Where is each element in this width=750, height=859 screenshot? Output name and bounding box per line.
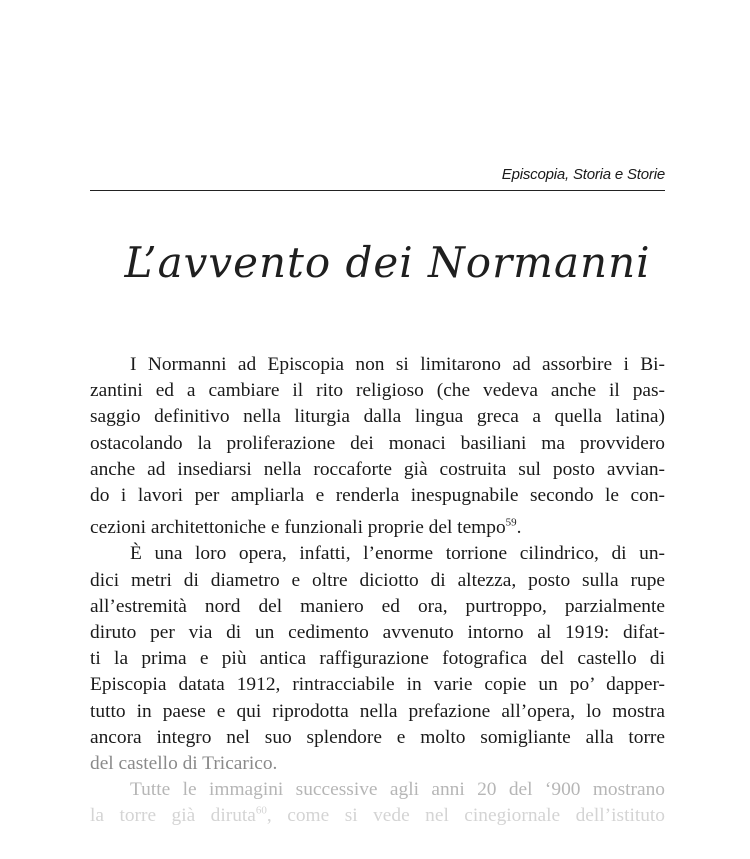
text-line: È una loro opera, infatti, l’enorme torrione cilindrico, di un- [130,543,665,565]
paragraph-1 [90,352,665,541]
text-line: saggio definitivo nella liturgia dalla lingua greca a quella latina) [90,406,665,428]
text-line: anche ad insediarsi nella roccaforte già costruita sul posto avvian- [90,458,665,480]
chapter-title: L’avvento dei Normanni [124,238,651,287]
text-line: del castello di Tricarico. [90,753,278,775]
text-line: tutto in paese e qui riprodotta nella prefazione all’opera, lo mostra [90,700,665,722]
text-line [90,803,665,829]
text-segment: , come si vede nel cinegiornale dell’istituto [266,805,665,827]
text-segment: cezioni architettoniche e funzionali proprie del tempo [90,517,506,539]
body-text [90,352,665,830]
text-line: Episcopia datata 1912, rintracciabile in varie copie un po’ dapper- [90,674,665,696]
text-line: ti la prima e più antica raffigurazione fotografica del castello di [90,648,665,670]
text-line: zantini ed a cambiare il rito religioso (che vedeva anche il pas- [90,380,665,402]
footnote-ref-60[interactable]: 60 [255,804,267,817]
text-line: ostacolando la proliferazione dei monaci basiliani ma provvidero [90,432,665,454]
text-line: diruto per via di un cedimento avvenuto intorno al 1919: difat- [90,622,665,644]
text-line: all’estremità nord del maniero ed ora, purtroppo, parzialmente [90,595,665,617]
text-line: Tutte le immagini successive agli anni 20 del ‘900 mostrano [130,779,665,801]
text-segment: la torre già diruta [90,805,256,827]
paragraph-2 [90,541,665,777]
text-line: do i lavori per ampliarla e renderla inespugnabile secondo le con- [90,485,665,507]
text-line: I Normanni ad Episcopia non si limitarono ad assorbire i Bi- [130,354,665,375]
footnote-ref-59[interactable]: 59 [505,516,517,529]
text-line: dici metri di diametro e oltre diciotto di altezza, posto sulla rupe [90,569,665,591]
paragraph-3 [90,777,665,829]
header-rule [90,190,665,191]
text-line: ancora integro nel suo splendore e molto somigliante alla torre [90,726,665,748]
running-header: Episcopia, Storia e Storie [501,166,665,183]
text-segment: . [516,517,522,539]
text-line [90,515,665,541]
